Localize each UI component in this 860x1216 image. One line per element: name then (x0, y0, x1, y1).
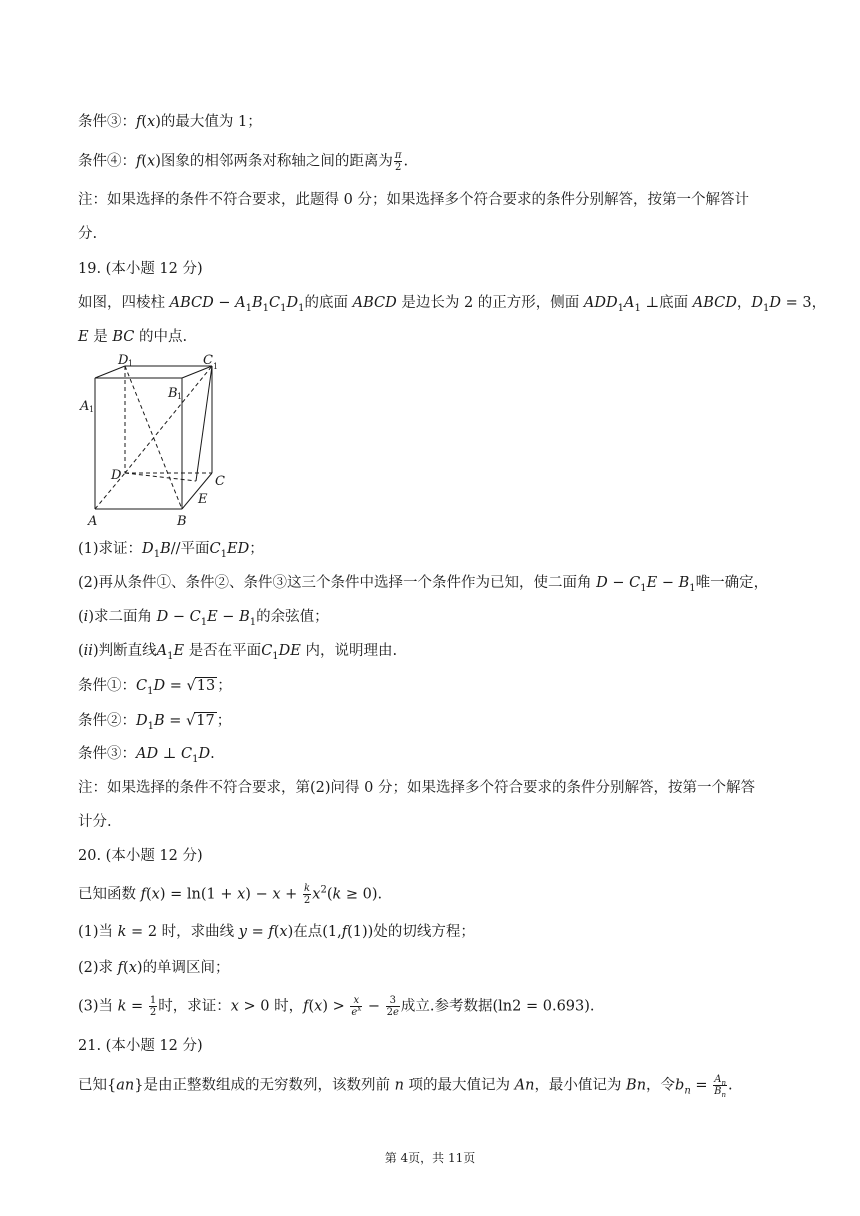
problem-21-intro: 已知{an}是由正整数组成的无穷数列，该数列前 n 项的最大值记为 An，最小值记为 Bn，令$b_n$ = $\frac{A_n}{B_n}$ . (78, 1074, 733, 1099)
label-a: A (88, 514, 98, 529)
problem-20-header: 20. (本小题 12 分) (78, 848, 203, 864)
problem-19-condition-3: 条件③：AD ⊥ $C_1D$. (78, 746, 215, 765)
label-d: D (111, 468, 122, 483)
problem-20-part-1: (1)当 k = 2 时，求曲线 y = f(x)在点(1,f(1))处的切线方程； (78, 924, 475, 940)
page-footer: 第 4页，共 11页 (384, 1151, 476, 1165)
problem-19-part-2i: (i)求二面角 $D - C_1E - B_1$的余弦值； (78, 609, 329, 628)
svg-text:1: 1 (177, 392, 183, 401)
problem-19-condition-2: 条件②：$D_1B = √17$ ； (78, 713, 232, 732)
problem-19-condition-1: 条件①：$C_1D = √13$ ； (78, 678, 232, 697)
problem-19-part-1: (1)求证：$D_1B//$平面$C_1ED$； (78, 541, 264, 560)
condition-3-line: 条件③：f(x)的最大值为 1； (78, 114, 262, 130)
problem-19-part-2: (2)再从条件①、条件②、条件③这三个条件中选择一个条件作为已知，使二面角 $D - C_1E - B_1$唯一确定， (78, 575, 769, 594)
problem-19-intro: 如图，四棱柱 ABCD − $A_1B_1C_1D_1$的底面 ABCD 是边长为 2 的正方形，侧面 $ADD_1A_1$ ⊥底面 ABCD，$D_1D = 3$， (78, 295, 827, 314)
label-c1: C (203, 353, 213, 368)
condition-4-line: 条件④：f(x)图象的相邻两条对称轴之间的距离为 $\frac{\pi}{2}$ . (78, 150, 409, 173)
svg-text:1: 1 (89, 405, 95, 414)
label-a1: A (80, 399, 90, 414)
label-b: B (177, 514, 187, 529)
problem-19-part-2ii: (ii)判断直线$A_1E$ 是否在平面$C_1DE$ 内，说明理由. (78, 643, 398, 662)
problem-21-header: 21. (本小题 12 分) (78, 1038, 203, 1054)
note-18: 注：如果选择的条件不符合要求，此题得 0 分；如果选择多个符合要求的条件分别解答，按第一个解答计 (78, 192, 749, 208)
problem-20-part-2: (2)求 f(x)的单调区间； (78, 960, 230, 976)
label-b1: B (168, 386, 178, 401)
note-18-continued: 分. (78, 226, 98, 242)
problem-20-intro: 已知函数 f(x) = ln(1 + x) − x + $\frac{k}{2}$ $x^2(k \ge 0)$. (78, 883, 383, 906)
svg-text:1: 1 (128, 359, 134, 368)
label-e: E (198, 492, 208, 507)
problem-19-intro-continued: E 是 BC 的中点. (78, 329, 188, 345)
problem-19-header: 19. (本小题 12 分) (78, 261, 203, 277)
note-19-continued: 计分. (78, 814, 112, 830)
label-d1: D (118, 353, 129, 368)
label-c: C (215, 474, 225, 489)
note-19: 注：如果选择的条件不符合要求，第(2)问得 0 分；如果选择多个符合要求的条件分别解答，按第一个解答 (78, 780, 755, 796)
svg-text:1: 1 (213, 362, 219, 371)
prism-figure (78, 352, 238, 532)
problem-20-part-3: (3)当 k = $\frac{1}{2}$ 时，求证：x > 0 时，f(x) > $\frac{x}{e^x}$ − $\frac{3}{2e}$ 成立.参考数据(ln2 = 0.693). (78, 995, 595, 1018)
